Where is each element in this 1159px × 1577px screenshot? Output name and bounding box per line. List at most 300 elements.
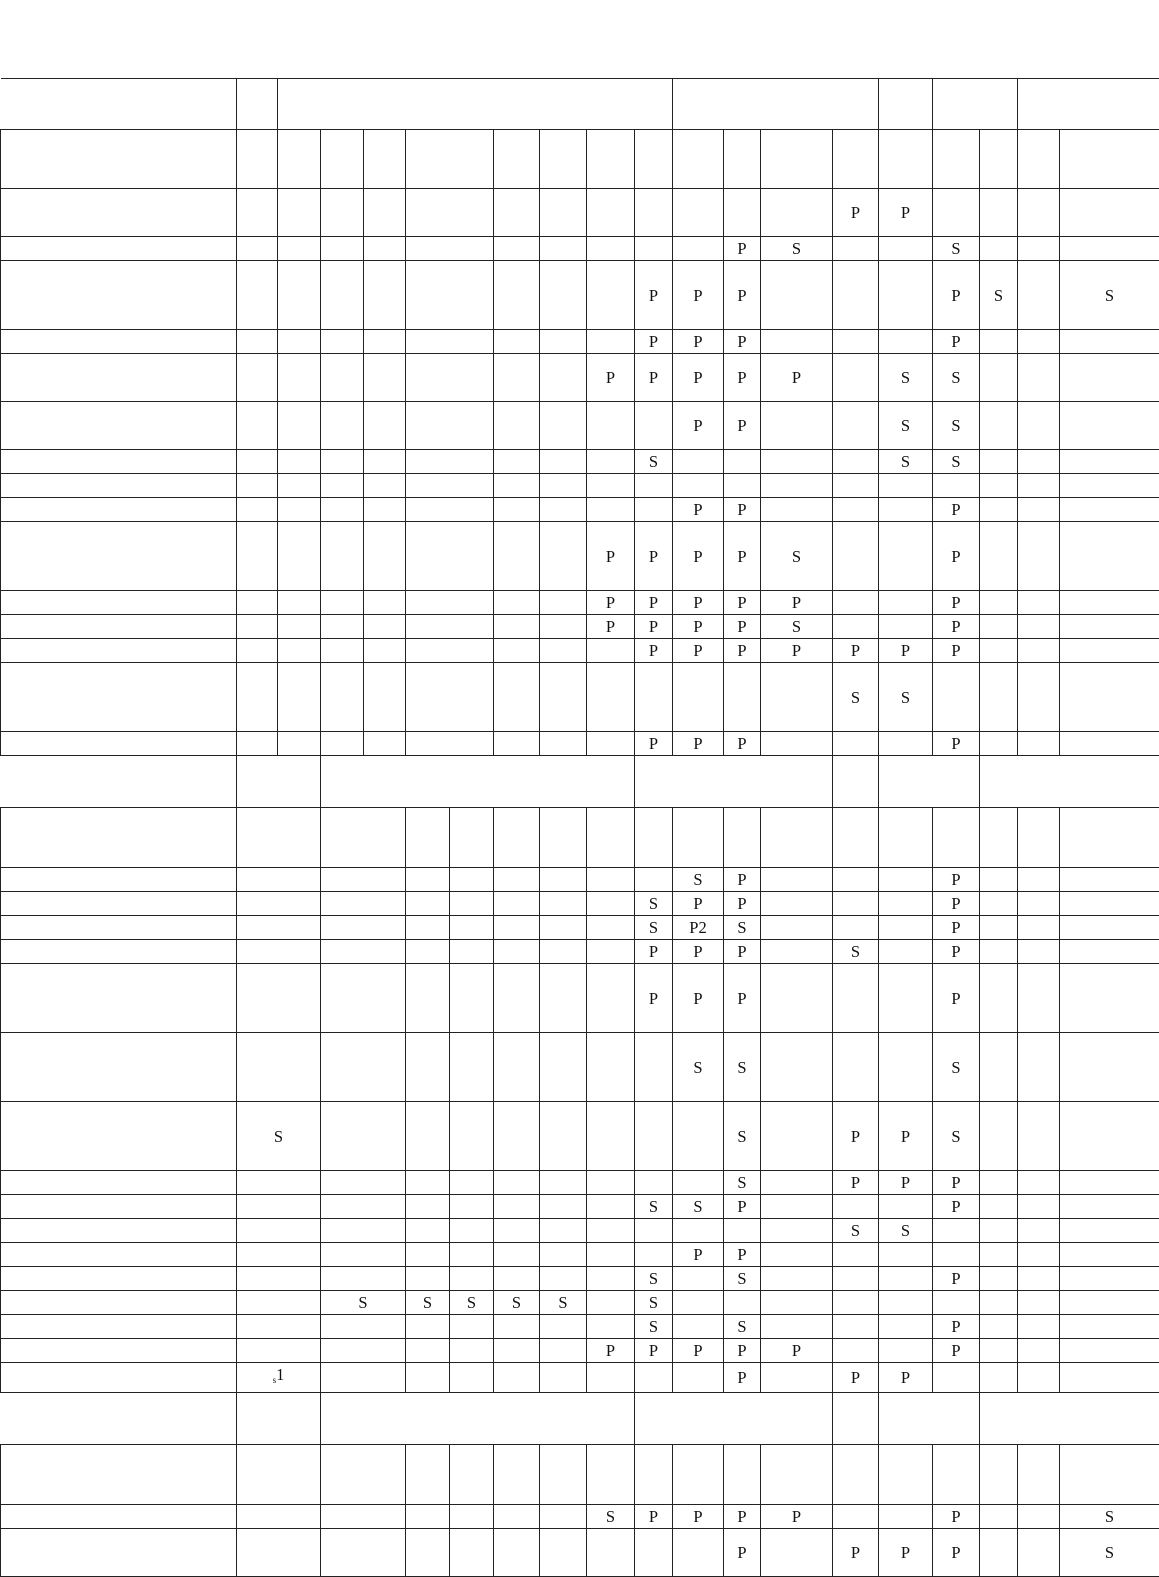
use-cell — [540, 1219, 587, 1243]
use-cell: P — [587, 615, 635, 639]
use-cell — [364, 450, 406, 474]
use-cell: P — [879, 1171, 933, 1195]
use-cell — [879, 330, 933, 354]
use-cell: P — [724, 402, 761, 450]
use-cell — [494, 916, 540, 940]
use-cell — [587, 916, 635, 940]
use-cell: S — [673, 1033, 724, 1102]
use-cell: S — [724, 1267, 761, 1291]
use-cell — [1018, 1529, 1060, 1577]
use-cell — [540, 237, 587, 261]
use-cell — [1060, 1033, 1159, 1102]
use-cell — [1060, 1243, 1159, 1267]
use-cell: S — [879, 450, 933, 474]
use-cell — [450, 1033, 494, 1102]
use-label — [1, 450, 237, 474]
use-cell — [364, 663, 406, 732]
code-header-row — [1, 130, 1159, 189]
group-header — [980, 756, 1159, 808]
use-cell — [879, 1339, 933, 1363]
use-cell — [321, 591, 364, 615]
use-cell — [1060, 1339, 1159, 1363]
use-cell — [761, 1363, 833, 1393]
use-cell — [364, 354, 406, 402]
use-cell — [761, 261, 833, 330]
use-cell — [494, 522, 540, 591]
zone-code-header — [1018, 1445, 1060, 1505]
use-label — [1, 591, 237, 615]
use-cell — [364, 261, 406, 330]
group-header-row — [1, 756, 1159, 808]
use-cell — [673, 474, 724, 498]
use-label — [1, 354, 237, 402]
zone-code-header — [933, 1445, 980, 1505]
use-cell — [587, 663, 635, 732]
use-cell: P2 — [673, 916, 724, 940]
use-cell: P — [879, 639, 933, 663]
use-cell — [406, 868, 450, 892]
use-cell: S — [1060, 1529, 1159, 1577]
table-row — [1, 940, 1159, 964]
group-header — [635, 756, 833, 808]
use-cell — [673, 1315, 724, 1339]
use-cell — [364, 732, 406, 756]
use-cell — [1060, 940, 1159, 964]
use-cell — [724, 1291, 761, 1315]
use-cell — [879, 237, 933, 261]
use-cell — [587, 1291, 635, 1315]
use-label — [1, 892, 237, 916]
use-cell — [980, 732, 1018, 756]
section-title — [1, 130, 237, 189]
use-cell: P — [724, 1243, 761, 1267]
use-cell: P — [635, 1505, 673, 1529]
header-corner — [1, 1393, 237, 1445]
use-cell — [237, 1339, 321, 1363]
use-cell: S — [1060, 1505, 1159, 1529]
use-cell: P — [673, 354, 724, 402]
use-cell — [635, 1219, 673, 1243]
use-cell — [364, 522, 406, 591]
use-cell — [587, 330, 635, 354]
use-cell — [540, 189, 587, 237]
use-cell — [321, 1243, 406, 1267]
use-cell: P — [724, 639, 761, 663]
use-cell — [237, 330, 278, 354]
use-cell — [406, 330, 494, 354]
use-cell: P — [933, 1339, 980, 1363]
use-cell — [833, 402, 879, 450]
use-cell — [761, 1171, 833, 1195]
use-cell — [321, 663, 364, 732]
use-cell — [980, 354, 1018, 402]
zone-code-header — [1018, 808, 1060, 868]
use-cell — [540, 1243, 587, 1267]
use-cell — [1060, 663, 1159, 732]
use-cell — [635, 189, 673, 237]
use-cell — [540, 892, 587, 916]
use-cell: S — [761, 522, 833, 591]
use-cell — [237, 1243, 321, 1267]
table-row — [1, 1195, 1159, 1219]
use-label — [1, 1171, 237, 1195]
use-cell: P — [724, 354, 761, 402]
use-cell — [761, 1267, 833, 1291]
use-cell — [540, 498, 587, 522]
table-row — [1, 261, 1159, 330]
use-cell: P — [587, 1339, 635, 1363]
use-cell: P — [761, 1339, 833, 1363]
use-cell: P — [673, 402, 724, 450]
use-cell — [879, 474, 933, 498]
use-cell: P — [833, 1529, 879, 1577]
use-cell — [237, 639, 278, 663]
use-cell — [364, 591, 406, 615]
use-cell — [1018, 916, 1060, 940]
use-cell — [321, 1339, 406, 1363]
use-cell — [494, 892, 540, 916]
use-cell — [1060, 1195, 1159, 1219]
use-cell — [879, 1315, 933, 1339]
zone-code-header — [833, 1445, 879, 1505]
use-cell — [587, 498, 635, 522]
group-header — [879, 1393, 980, 1445]
use-cell — [321, 1267, 406, 1291]
use-cell — [540, 916, 587, 940]
use-cell — [540, 1195, 587, 1219]
use-cell — [1018, 964, 1060, 1033]
table-row — [1, 868, 1159, 892]
use-cell: S — [933, 1102, 980, 1171]
section-title — [1, 808, 237, 868]
use-cell — [761, 330, 833, 354]
use-cell — [237, 261, 278, 330]
use-cell: P — [635, 615, 673, 639]
use-cell — [321, 474, 364, 498]
zone-code-header — [321, 130, 364, 189]
use-cell: P — [587, 591, 635, 615]
use-cell — [321, 1505, 406, 1529]
use-cell — [540, 591, 587, 615]
use-cell — [933, 663, 980, 732]
use-cell — [237, 237, 278, 261]
use-cell — [1018, 1291, 1060, 1315]
use-cell — [450, 916, 494, 940]
use-cell — [494, 1033, 540, 1102]
use-cell — [673, 1102, 724, 1171]
use-cell — [237, 732, 278, 756]
use-cell: $_s$1 — [237, 1363, 321, 1393]
use-cell — [494, 1171, 540, 1195]
use-cell: S — [879, 1219, 933, 1243]
zoning-use-sheet — [0, 78, 1159, 1577]
zone-code-header — [761, 130, 833, 189]
use-cell: P — [635, 940, 673, 964]
use-cell — [980, 892, 1018, 916]
table-row — [1, 189, 1159, 237]
use-cell — [833, 1291, 879, 1315]
use-cell: P — [673, 940, 724, 964]
table-row — [1, 450, 1159, 474]
use-label — [1, 1529, 237, 1577]
use-cell — [673, 1219, 724, 1243]
use-cell: S — [635, 450, 673, 474]
use-cell — [933, 1363, 980, 1393]
use-cell — [980, 1505, 1018, 1529]
use-cell — [278, 615, 321, 639]
use-cell — [450, 1102, 494, 1171]
use-cell — [364, 498, 406, 522]
table-row — [1, 354, 1159, 402]
use-cell — [587, 237, 635, 261]
use-cell: P — [833, 1171, 879, 1195]
zone-code-header — [406, 1445, 450, 1505]
use-cell — [1018, 591, 1060, 615]
use-cell — [450, 1315, 494, 1339]
use-cell — [1060, 522, 1159, 591]
use-cell — [321, 1102, 406, 1171]
use-cell — [406, 522, 494, 591]
use-cell — [494, 1505, 540, 1529]
use-cell — [450, 1529, 494, 1577]
use-cell — [406, 498, 494, 522]
use-label — [1, 615, 237, 639]
use-cell — [587, 940, 635, 964]
use-cell — [980, 1033, 1018, 1102]
use-cell — [321, 1171, 406, 1195]
use-cell — [833, 450, 879, 474]
use-cell — [933, 1291, 980, 1315]
use-cell — [494, 615, 540, 639]
use-cell — [1060, 1171, 1159, 1195]
use-cell — [540, 940, 587, 964]
use-cell — [364, 615, 406, 639]
zone-code-header — [879, 130, 933, 189]
use-cell: P — [635, 261, 673, 330]
use-label — [1, 474, 237, 498]
use-cell: P — [879, 189, 933, 237]
use-cell: S — [933, 402, 980, 450]
use-cell — [321, 1195, 406, 1219]
use-cell: P — [724, 498, 761, 522]
use-cell — [406, 892, 450, 916]
use-cell — [278, 330, 321, 354]
use-cell — [237, 940, 321, 964]
use-cell — [761, 1033, 833, 1102]
use-cell — [540, 402, 587, 450]
use-cell: P — [673, 261, 724, 330]
use-cell — [980, 450, 1018, 474]
use-cell — [980, 1219, 1018, 1243]
use-cell: P — [673, 615, 724, 639]
use-cell — [635, 474, 673, 498]
use-cell — [450, 940, 494, 964]
code-header-row — [1, 1445, 1159, 1505]
use-cell — [321, 916, 406, 940]
use-cell — [321, 261, 364, 330]
zone-code-header — [933, 130, 980, 189]
use-cell — [833, 261, 879, 330]
use-cell — [933, 189, 980, 237]
use-cell — [540, 1171, 587, 1195]
use-cell — [406, 1505, 450, 1529]
group-header — [1018, 79, 1159, 130]
use-label — [1, 1505, 237, 1529]
use-cell — [833, 1033, 879, 1102]
use-cell — [237, 1267, 321, 1291]
use-cell — [450, 1243, 494, 1267]
use-label — [1, 522, 237, 591]
use-cell — [587, 474, 635, 498]
use-cell — [587, 892, 635, 916]
use-cell: P — [724, 868, 761, 892]
use-cell — [321, 1363, 406, 1393]
use-cell — [237, 522, 278, 591]
use-cell — [237, 615, 278, 639]
use-cell: S — [724, 1033, 761, 1102]
use-label — [1, 1243, 237, 1267]
use-cell — [321, 1033, 406, 1102]
use-cell: P — [761, 591, 833, 615]
use-cell — [587, 189, 635, 237]
use-cell — [879, 1033, 933, 1102]
use-cell — [1018, 1102, 1060, 1171]
table-row — [1, 1339, 1159, 1363]
group-header — [237, 756, 321, 808]
use-cell — [237, 402, 278, 450]
use-cell — [321, 330, 364, 354]
use-cell: P — [761, 639, 833, 663]
use-cell — [1018, 639, 1060, 663]
use-cell — [1060, 1219, 1159, 1243]
use-cell — [540, 261, 587, 330]
use-cell — [833, 1339, 879, 1363]
use-cell: P — [724, 591, 761, 615]
header-corner — [1, 756, 237, 808]
use-cell — [980, 615, 1018, 639]
table-row — [1, 732, 1159, 756]
zone-code-header — [980, 808, 1018, 868]
use-cell — [833, 474, 879, 498]
use-cell: P — [724, 1505, 761, 1529]
use-cell — [237, 916, 321, 940]
use-cell: S — [635, 1267, 673, 1291]
use-cell — [879, 1267, 933, 1291]
use-cell — [1060, 354, 1159, 402]
use-cell: S — [833, 1219, 879, 1243]
use-cell — [587, 1243, 635, 1267]
use-cell — [321, 940, 406, 964]
use-cell: S — [724, 1315, 761, 1339]
use-label — [1, 402, 237, 450]
use-cell — [1060, 964, 1159, 1033]
zone-code-header — [494, 1445, 540, 1505]
use-cell — [406, 261, 494, 330]
use-cell — [406, 663, 494, 732]
use-cell — [1018, 1267, 1060, 1291]
use-cell: P — [724, 1339, 761, 1363]
use-label — [1, 1102, 237, 1171]
use-cell — [1060, 402, 1159, 450]
use-cell — [587, 1033, 635, 1102]
use-cell — [406, 615, 494, 639]
use-cell — [673, 663, 724, 732]
use-cell — [494, 450, 540, 474]
use-cell — [406, 1363, 450, 1393]
use-cell: P — [933, 330, 980, 354]
use-cell — [761, 450, 833, 474]
use-cell — [406, 1102, 450, 1171]
use-cell: P — [933, 868, 980, 892]
table-row — [1, 1315, 1159, 1339]
use-cell — [833, 1505, 879, 1529]
use-cell — [587, 402, 635, 450]
zoning-use-table — [0, 78, 1159, 1577]
use-cell — [879, 940, 933, 964]
use-cell: S — [833, 940, 879, 964]
use-cell — [278, 663, 321, 732]
use-cell — [980, 964, 1018, 1033]
use-cell — [450, 1339, 494, 1363]
use-cell: P — [724, 1363, 761, 1393]
use-cell: P — [833, 1102, 879, 1171]
use-cell — [1060, 916, 1159, 940]
zone-code-header — [635, 808, 673, 868]
use-cell: P — [673, 639, 724, 663]
use-cell — [879, 1505, 933, 1529]
use-cell — [321, 189, 364, 237]
use-cell: P — [673, 964, 724, 1033]
use-cell — [494, 1102, 540, 1171]
use-cell: P — [673, 892, 724, 916]
use-cell — [833, 868, 879, 892]
use-cell — [879, 732, 933, 756]
use-label — [1, 1363, 237, 1393]
table-row — [1, 522, 1159, 591]
use-cell — [540, 474, 587, 498]
use-cell: P — [635, 330, 673, 354]
use-label — [1, 330, 237, 354]
use-cell: P — [724, 615, 761, 639]
use-cell — [321, 237, 364, 261]
use-cell — [1018, 663, 1060, 732]
use-cell — [587, 1171, 635, 1195]
use-cell — [1018, 1195, 1060, 1219]
use-cell — [406, 354, 494, 402]
use-cell — [724, 189, 761, 237]
use-cell: S — [761, 237, 833, 261]
use-cell — [673, 1363, 724, 1393]
zone-code-header — [1018, 130, 1060, 189]
zone-code-header — [494, 808, 540, 868]
use-cell — [1060, 615, 1159, 639]
use-cell: P — [724, 1195, 761, 1219]
zone-code-header — [879, 808, 933, 868]
use-label — [1, 732, 237, 756]
use-cell: S — [494, 1291, 540, 1315]
use-cell — [761, 1315, 833, 1339]
use-cell — [879, 892, 933, 916]
use-cell — [406, 1243, 450, 1267]
zone-code-header — [321, 808, 406, 868]
use-cell — [540, 1315, 587, 1339]
use-cell — [833, 522, 879, 591]
use-cell — [1018, 940, 1060, 964]
use-label — [1, 237, 237, 261]
use-cell — [494, 402, 540, 450]
use-cell — [1060, 892, 1159, 916]
use-cell — [494, 1315, 540, 1339]
